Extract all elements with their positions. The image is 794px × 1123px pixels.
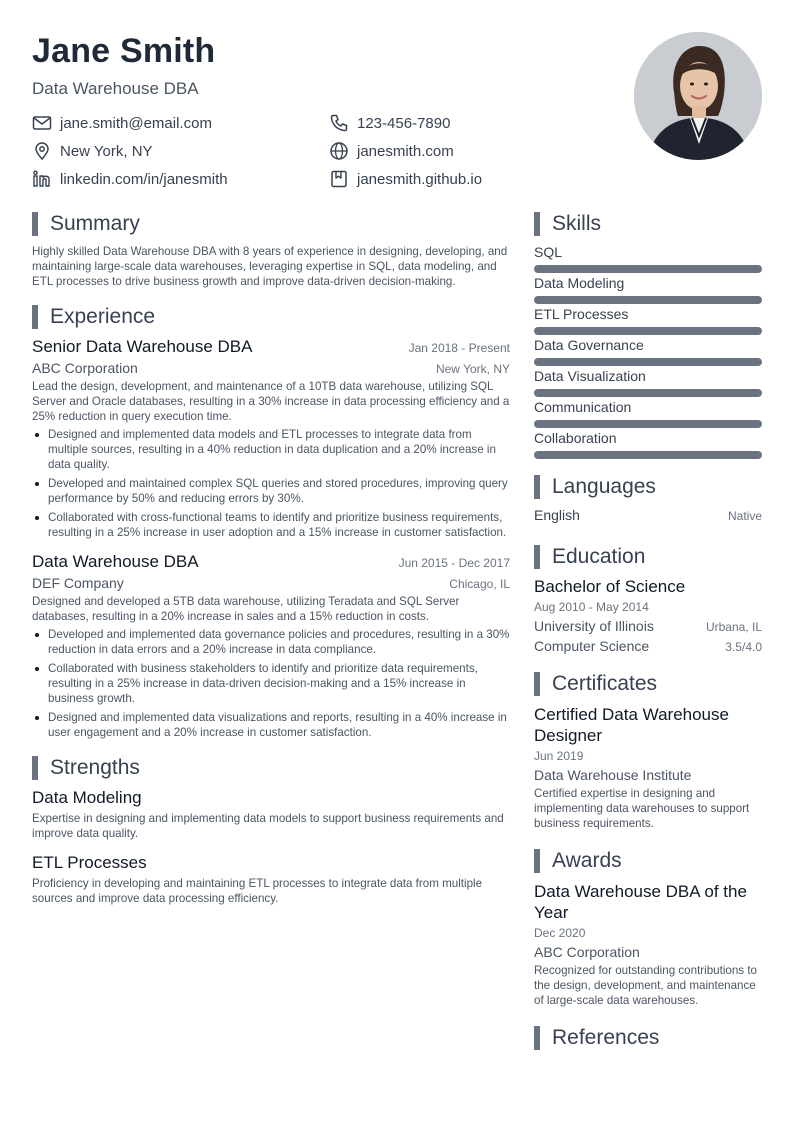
skill-name: Data Modeling — [534, 275, 625, 291]
bullet-dot — [35, 716, 39, 720]
job-description: Lead the design, development, and maintenance of a 10TB data warehouse, utilizing SQL Server and Oracle databases, resulting in a 30% increase in data processing efficiency and a 25% reduction in query execution time. — [32, 380, 510, 423]
skills-section — [534, 210, 762, 459]
award-name: Data Warehouse DBA of the Year — [534, 882, 747, 922]
github-text: janesmith.github.io — [357, 170, 483, 188]
main-column — [32, 210, 510, 906]
skill-name: Communication — [534, 399, 632, 415]
certificate-date: Jun 2019 — [534, 749, 584, 763]
job-entry — [32, 552, 510, 740]
email-text: jane.smith@email.com — [60, 114, 212, 132]
education-title: Education — [552, 545, 646, 568]
job-company: DEF Company — [32, 575, 124, 591]
candidate-name: Jane Smith — [32, 32, 216, 70]
certificate-name: Certified Data Warehouse Designer — [534, 705, 729, 745]
references-section — [534, 1024, 762, 1052]
summary-section — [32, 210, 510, 289]
strength-title: ETL Processes — [32, 853, 147, 872]
strengths-section — [32, 754, 510, 906]
languages-heading — [534, 473, 762, 501]
contact-github[interactable] — [329, 168, 482, 190]
profile-photo — [634, 32, 762, 160]
education-section — [534, 543, 762, 654]
skill-item — [534, 306, 762, 335]
skill-item — [534, 244, 762, 273]
strengths-heading — [32, 754, 510, 782]
education-field: Computer Science — [534, 638, 650, 654]
skills-title: Skills — [552, 212, 602, 235]
skill-name: Collaboration — [534, 430, 617, 446]
certificates-title: Certificates — [552, 672, 658, 695]
award-date: Dec 2020 — [534, 926, 586, 940]
skill-level-bar — [534, 296, 762, 304]
skill-level-bar — [534, 327, 762, 335]
job-description: Designed and developed a 5TB data warehouse, utilizing Teradata and SQL Server databases, resulting in a 20% increase in sales and a 15% reduction in costs. — [32, 595, 460, 623]
award-issuer: ABC Corporation — [534, 944, 640, 960]
contact-website[interactable] — [329, 140, 454, 162]
job-company: ABC Corporation — [32, 360, 138, 376]
experience-heading — [32, 303, 510, 331]
strengths-title: Strengths — [50, 756, 140, 779]
certificates-heading — [534, 670, 762, 698]
bullet-dot — [35, 667, 39, 671]
contact-email[interactable] — [32, 112, 212, 134]
awards-section — [534, 847, 762, 1008]
skill-name: Data Governance — [534, 337, 644, 353]
strength-text: Expertise in designing and implementing data models to support business requirements and improve data quality. — [32, 812, 504, 840]
experience-section — [32, 303, 510, 740]
skill-item — [534, 275, 762, 304]
education-dates: Aug 2010 - May 2014 — [534, 600, 649, 614]
phone-text: 123-456-7890 — [357, 114, 451, 132]
skill-name: ETL Processes — [534, 306, 629, 322]
awards-title: Awards — [552, 849, 622, 872]
skill-name: Data Visualization — [534, 368, 646, 384]
contact-linkedin[interactable] — [32, 168, 228, 190]
linkedin-text: linkedin.com/in/janesmith — [60, 170, 228, 188]
portfolio-icon — [329, 169, 349, 189]
skill-level-bar — [534, 265, 762, 273]
references-heading — [534, 1024, 762, 1052]
award-description: Recognized for outstanding contributions to the design, development, and maintenance of large-scale data warehouses. — [534, 964, 757, 1007]
education-gpa: 3.5/4.0 — [725, 640, 762, 654]
skill-item — [534, 430, 762, 459]
skill-item — [534, 368, 762, 397]
education-location: Urbana, IL — [705, 620, 762, 634]
location-pin-icon — [32, 141, 52, 161]
job-title: Senior Data Warehouse DBA — [32, 337, 253, 356]
list-item — [32, 427, 510, 472]
bullet-text: Collaborated with cross-functional teams to identify and prioritize business requirements, resulting in a 25% increase in user adoption and a 15% increase in customer satisfaction. — [48, 511, 507, 539]
summary-text: Highly skilled Data Warehouse DBA with 8 years of experience in designing, developing, and maintaining large-scale data warehouses, leveraging expertise in SQL, data modeling, and ETL processes to drive business growth and improve data-driven decision-making. — [32, 245, 508, 288]
education-degree: Bachelor of Science — [534, 577, 686, 596]
summary-title: Summary — [50, 212, 140, 235]
skill-level-bar — [534, 358, 762, 366]
list-item — [32, 710, 510, 740]
certificates-section — [534, 670, 762, 831]
section-accent-bar — [534, 849, 540, 873]
list-item — [32, 627, 510, 657]
section-accent-bar — [32, 756, 38, 780]
bullet-dot — [35, 633, 39, 637]
mail-icon — [32, 113, 52, 133]
skill-name: SQL — [534, 244, 563, 260]
language-name: English — [534, 507, 580, 523]
job-location: New York, NY — [435, 362, 510, 376]
certificate-description: Certified expertise in designing and implementing data warehouses to support business requirements. — [534, 787, 750, 830]
skill-level-bar — [534, 451, 762, 459]
references-title: References — [552, 1026, 660, 1049]
website-text: janesmith.com — [357, 142, 454, 160]
languages-section — [534, 473, 762, 523]
awards-heading — [534, 847, 762, 875]
section-accent-bar — [534, 545, 540, 569]
section-accent-bar — [534, 475, 540, 499]
bullet-text: Designed and implemented data visualizations and reports, resulting in a 40% increase in user engagement and a 20% increase in customer satisfaction. — [48, 711, 507, 739]
skill-level-bar — [534, 420, 762, 428]
skill-item — [534, 399, 762, 428]
section-accent-bar — [32, 305, 38, 329]
list-item — [32, 510, 510, 540]
contact-location — [32, 140, 153, 162]
candidate-role: Data Warehouse DBA — [32, 79, 199, 98]
skill-level-bar — [534, 389, 762, 397]
location-text: New York, NY — [60, 142, 153, 160]
language-level: Native — [727, 509, 762, 523]
skills-heading — [534, 210, 762, 238]
languages-title: Languages — [552, 475, 656, 498]
strength-item — [32, 853, 510, 906]
section-accent-bar — [534, 212, 540, 236]
job-bullet-list — [32, 427, 510, 540]
bullet-text: Developed and maintained complex SQL queries and stored procedures, improving query performance by 50% and reducing errors by 30%. — [48, 477, 508, 505]
summary-heading — [32, 210, 510, 238]
bullet-dot — [35, 433, 39, 437]
bullet-text: Developed and implemented data governance policies and procedures, resulting in a 30% reduction in data errors and a 20% increase in data compliance. — [48, 628, 510, 656]
globe-icon — [329, 141, 349, 161]
bullet-dot — [35, 482, 39, 486]
resume-header — [32, 30, 762, 200]
experience-title: Experience — [50, 305, 156, 328]
list-item — [32, 661, 510, 706]
certificate-issuer: Data Warehouse Institute — [534, 767, 692, 783]
education-school: University of Illinois — [534, 618, 654, 634]
job-bullet-list — [32, 627, 510, 740]
skill-item — [534, 337, 762, 366]
linkedin-icon — [32, 169, 52, 189]
job-location: Chicago, IL — [449, 577, 510, 591]
bullet-text: Collaborated with business stakeholders to identify and prioritize data requirements, resulting in a 25% increase in data-driven decision-making and a 15% increase in business growth. — [48, 662, 478, 705]
bullet-text: Designed and implemented data models and ETL processes to integrate data from multiple sources, resulting in a 40% reduction in data duplication and a 20% increase in data quality. — [48, 428, 496, 471]
side-column — [534, 210, 762, 1058]
job-entry — [32, 337, 510, 540]
strength-text: Proficiency in developing and maintaining ETL processes to integrate data from multiple sources and improve data processing efficiency. — [32, 877, 483, 905]
contact-phone[interactable] — [329, 112, 450, 134]
section-accent-bar — [534, 672, 540, 696]
job-title: Data Warehouse DBA — [32, 552, 199, 571]
strength-item — [32, 788, 510, 841]
bullet-dot — [35, 516, 39, 520]
list-item — [32, 476, 510, 506]
section-accent-bar — [534, 1026, 540, 1050]
section-accent-bar — [32, 212, 38, 236]
strength-title: Data Modeling — [32, 788, 142, 807]
education-heading — [534, 543, 762, 571]
language-item — [534, 507, 762, 523]
phone-icon — [329, 113, 349, 133]
job-dates: Jun 2015 - Dec 2017 — [398, 556, 510, 570]
job-dates: Jan 2018 - Present — [408, 341, 510, 355]
